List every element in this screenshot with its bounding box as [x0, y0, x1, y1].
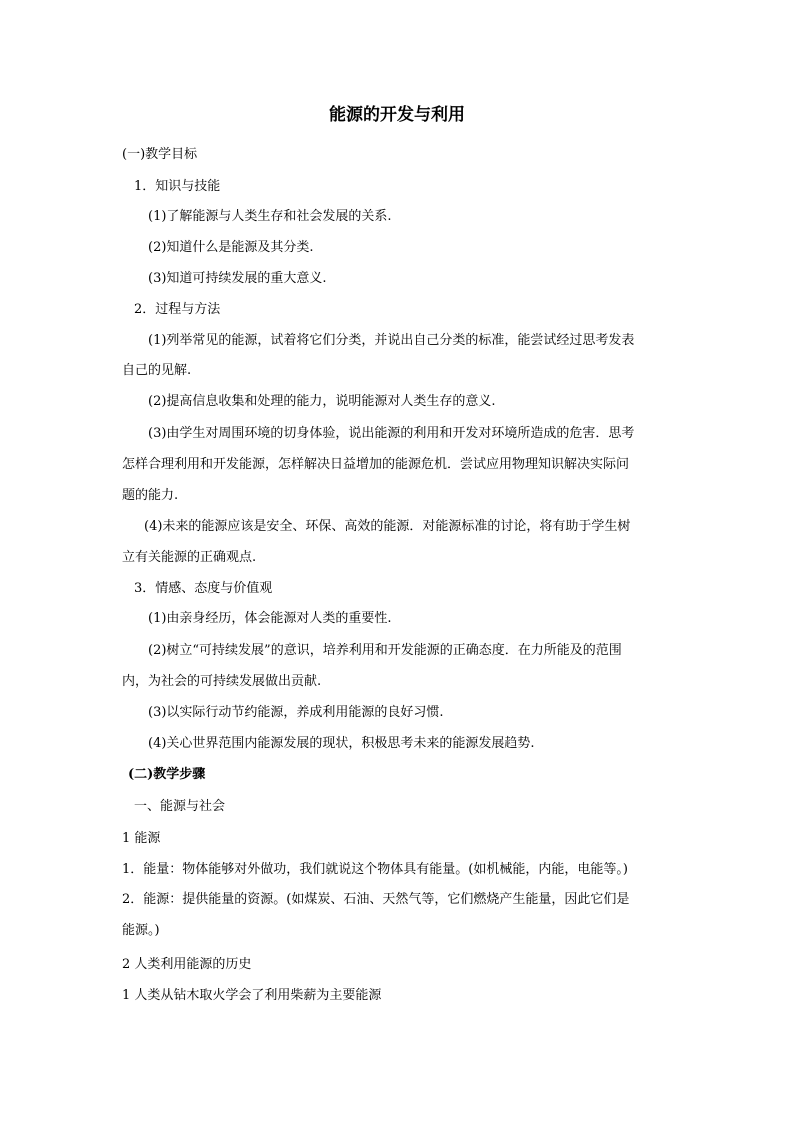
subsection-heading: 1．知识与技能	[134, 179, 221, 194]
subsection-heading: 3．情感、态度与价值观	[134, 581, 273, 596]
paragraph-line: (1)由亲身经历，体会能源对人类的重要性.	[148, 611, 392, 626]
paragraph-line: 1．能量：物体能够对外做功，我们就说这个物体具有能量。(如机械能，内能，电能等。)	[122, 862, 628, 877]
paragraph-line: (3)知道可持续发展的重大意义.	[148, 271, 327, 286]
paragraph-line: 怎样合理利用和开发能源，怎样解决日益增加的能源危机．尝试应用物理知识解决实际问	[122, 457, 630, 472]
paragraph-line: 题的能力.	[122, 488, 179, 503]
paragraph-line: 1 人类从钻木取火学会了利用柴薪为主要能源	[122, 988, 382, 1003]
paragraph-line: 2．能源：提供能量的资源。(如煤炭、石油、天然气等，它们燃烧产生能量，因此它们是	[122, 892, 630, 907]
paragraph-line: (1)了解能源与人类生存和社会发展的关系.	[148, 209, 392, 224]
paragraph-line: 立有关能源的正确观点.	[122, 550, 257, 565]
paragraph-line: (2)提高信息收集和处理的能力，说明能源对人类生存的意义.	[148, 394, 496, 409]
subsection-heading: 2 人类利用能源的历史	[122, 957, 252, 972]
paragraph-line: (3)以实际行动节约能源，养成利用能源的良好习惯.	[148, 705, 444, 720]
subsection-heading: 1 能源	[122, 831, 161, 846]
subsection-heading: 2．过程与方法	[134, 302, 221, 317]
section-heading: (二)教学步骤	[128, 767, 206, 782]
subsection-heading: 一、能源与社会	[134, 799, 226, 814]
paragraph-line: 自己的见解.	[122, 363, 192, 378]
paragraph-line: (4)未来的能源应该是安全、环保、高效的能源．对能源标准的讨论，将有助于学生树	[144, 519, 631, 534]
document-title: 能源的开发与利用	[329, 105, 465, 125]
paragraph-line: 能源。)	[122, 923, 160, 938]
paragraph-line: (2)知道什么是能源及其分类.	[148, 240, 314, 255]
paragraph-line: (3)由学生对周围环境的切身体验，说出能源的利用和开发对环境所造成的危害．思考	[148, 426, 635, 441]
paragraph-line: 内，为社会的可持续发展做出贡献.	[122, 674, 322, 689]
paragraph-line: (4)关心世界范围内能源发展的现状，积极思考未来的能源发展趋势.	[148, 736, 535, 751]
section-heading: (一)教学目标	[122, 147, 198, 162]
paragraph-line: (1)列举常见的能源，试着将它们分类，并说出自己分类的标准，能尝试经过思考发表	[148, 333, 635, 348]
paragraph-line: (2)树立“可持续发展”的意识，培养利用和开发能源的正确态度．在力所能及的范围	[148, 643, 622, 658]
